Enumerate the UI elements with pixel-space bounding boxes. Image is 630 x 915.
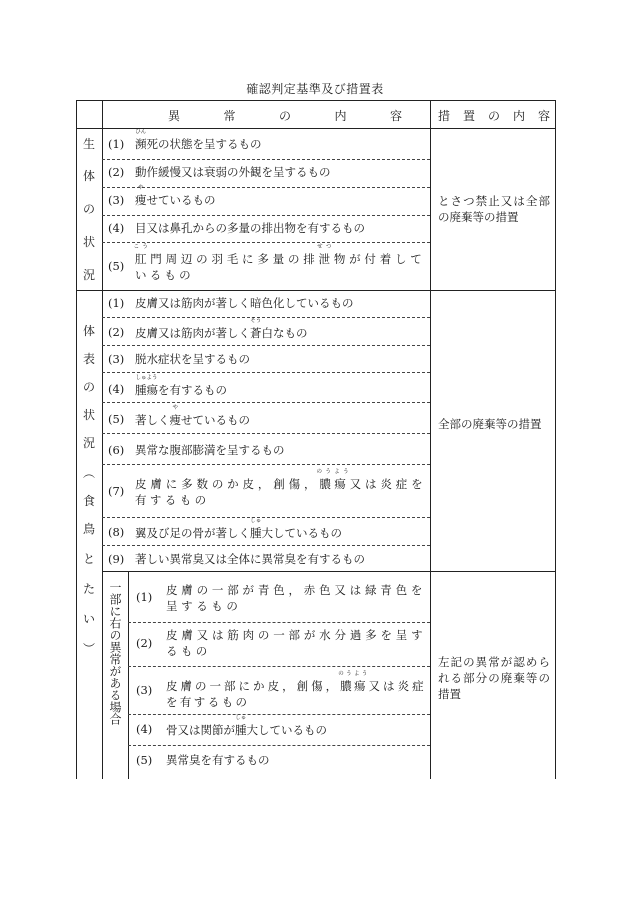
group-label-char: ︶ bbox=[82, 642, 95, 656]
header-content: 異 常 の 内 容 bbox=[168, 109, 402, 123]
table-left-border bbox=[76, 100, 77, 779]
ruby: 瀕 ひん bbox=[135, 129, 147, 151]
ruby: 腫 しゅ bbox=[250, 518, 262, 540]
table-top-border bbox=[76, 100, 556, 101]
ruby: 泄 せつ bbox=[317, 244, 335, 266]
row-text: 皮膚に多数のか皮，創傷，膿瘍 のうよう 又は炎症を有するもの bbox=[135, 469, 426, 507]
group-label-char: 体 bbox=[82, 324, 95, 338]
row-text: 皮膚又は筋肉が著しく蒼 そう 白なもの bbox=[135, 318, 308, 340]
row-number: (5) bbox=[108, 259, 125, 273]
row-number: (2) bbox=[108, 165, 125, 179]
row-text: 皮膚の一部にか皮，創傷，膿瘍 のうよう 又は炎症を有するもの bbox=[166, 671, 426, 709]
group1-bottom-border bbox=[76, 290, 556, 291]
measure-text: 左記の異常が認められる部分の廃棄等の措置 bbox=[438, 655, 550, 701]
group-label-char: 況 bbox=[82, 436, 95, 450]
group-label-char: い bbox=[82, 612, 95, 626]
row-text: 目又は鼻孔からの多量の排出物を有するもの bbox=[135, 221, 365, 235]
row-text: 著しい異常臭又は全体に異常臭を有するもの bbox=[135, 552, 365, 566]
group-label-char: 体 bbox=[82, 169, 95, 183]
sublabel-col-border bbox=[128, 571, 129, 779]
row-number: (1) bbox=[108, 296, 125, 310]
row-text: 瀕 ひん 死の状態を呈するもの bbox=[135, 129, 262, 151]
row-text: 皮膚又は筋肉の一部が水分過多を呈するもの bbox=[166, 628, 426, 658]
ruby: 腫 しゅ bbox=[235, 715, 247, 737]
row-number: (6) bbox=[108, 443, 125, 457]
row-number: (4) bbox=[108, 221, 125, 235]
ruby: 痩 や bbox=[169, 405, 181, 427]
row-number: (5) bbox=[108, 412, 125, 426]
group-label-char: 食 bbox=[82, 494, 95, 508]
group-label-char: 表 bbox=[82, 352, 95, 366]
measure-text: とさつ禁止又は全部の廃棄等の措置 bbox=[438, 194, 550, 224]
table-right-border bbox=[555, 100, 556, 779]
group-label-char: た bbox=[82, 582, 95, 596]
group2-bottom-border bbox=[102, 571, 556, 572]
judgement-table bbox=[76, 100, 556, 779]
group-label-char: 状 bbox=[82, 408, 95, 422]
row-text: 脱水症状を呈するもの bbox=[135, 352, 250, 366]
row-text: 動作緩慢又は衰弱の外観を呈するもの bbox=[135, 165, 331, 179]
row-text: 著しく痩 や せているもの bbox=[135, 405, 250, 427]
group-label-char: と bbox=[82, 552, 95, 566]
ruby: 膿瘍 のうよう bbox=[316, 469, 353, 491]
row-number: (3) bbox=[108, 352, 125, 366]
row-text: 痩 や せているもの bbox=[135, 185, 216, 207]
ruby: 痩 や bbox=[135, 185, 147, 207]
row-text: 異常な腹部膨満を呈するもの bbox=[135, 443, 285, 457]
group-label-char: ︵ bbox=[82, 466, 95, 480]
measure-text: 全部の廃棄等の措置 bbox=[438, 417, 542, 431]
label-col-border bbox=[102, 100, 103, 779]
row-number: (1) bbox=[136, 590, 153, 604]
row-number: (7) bbox=[108, 484, 125, 498]
group-label-char: 況 bbox=[82, 268, 95, 282]
row-text: 肛 こう 門周辺の羽毛に多量の排泄 せつ 物が付着しているもの bbox=[133, 244, 425, 282]
row-text: 皮膚又は筋肉が著しく暗色化しているもの bbox=[135, 296, 354, 310]
page-title: 確認判定基準及び措置表 bbox=[246, 82, 384, 96]
ruby: 膿瘍 のうよう bbox=[338, 671, 370, 693]
row-number: (2) bbox=[136, 636, 153, 650]
group-label-char: 鳥 bbox=[82, 522, 95, 536]
row-number: (1) bbox=[108, 137, 125, 151]
group-label-char: の bbox=[82, 380, 95, 394]
row-text: 骨又は関節が腫 しゅ 大しているもの bbox=[166, 715, 327, 737]
row-number: (8) bbox=[108, 525, 125, 539]
row-text: 翼及び足の骨が著しく腫 しゅ 大しているもの bbox=[135, 518, 342, 540]
ruby: 肛 こう bbox=[133, 244, 152, 266]
ruby: 蒼 そう bbox=[250, 318, 262, 340]
row-number: (4) bbox=[108, 382, 125, 396]
row-number: (5) bbox=[136, 753, 153, 767]
row-text: 異常臭を有するもの bbox=[166, 753, 270, 767]
row-text: 腫瘍 しゅよう を有するもの bbox=[135, 375, 227, 397]
row-number: (3) bbox=[108, 193, 125, 207]
group-label-char: 状 bbox=[82, 235, 95, 249]
row-number: (4) bbox=[136, 722, 153, 736]
row-text: 皮膚の一部が青色，赤色又は緑青色を呈するもの bbox=[166, 583, 426, 613]
sub-group-label: 一部に右の異常がある場合 bbox=[108, 581, 122, 725]
row-number: (3) bbox=[136, 683, 153, 697]
row-number: (9) bbox=[108, 552, 125, 566]
row-number: (2) bbox=[108, 325, 125, 339]
header-bottom-border bbox=[76, 128, 556, 129]
header-measure: 措 置 の 内 容 bbox=[438, 109, 550, 123]
measure-col-border bbox=[430, 100, 431, 779]
ruby: 腫瘍 しゅよう bbox=[135, 375, 158, 397]
group-label-char: の bbox=[82, 202, 95, 216]
group-label-char: 生 bbox=[82, 137, 95, 151]
